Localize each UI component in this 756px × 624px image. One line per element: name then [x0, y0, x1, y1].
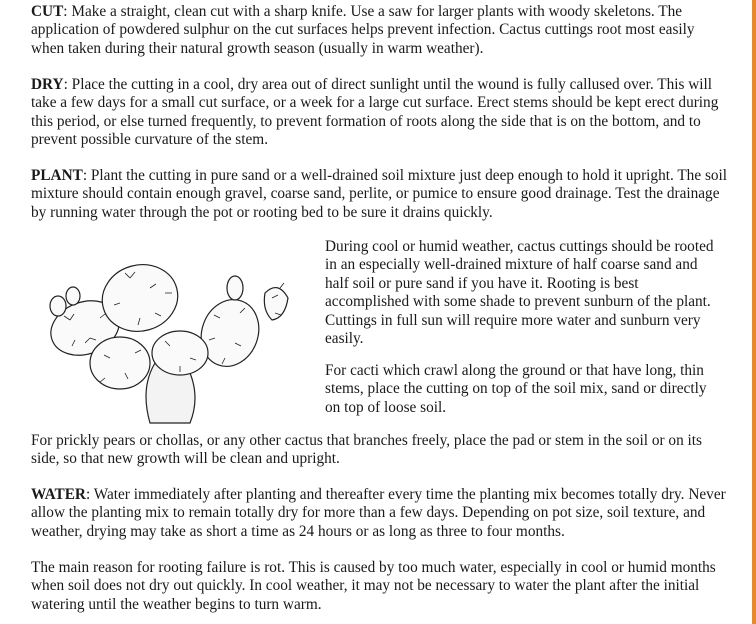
plant-heading: PLANT	[31, 167, 83, 184]
water-paragraph	[31, 486, 731, 541]
crawling-cacti-paragraph: For cacti which crawl along the ground or that have long, thin stems, place the cutting on top of the soil mix, sand or directly on top of loose soil.	[325, 362, 707, 416]
plant-paragraph	[31, 167, 731, 222]
cut-paragraph	[31, 3, 731, 58]
cut-heading: CUT	[31, 3, 64, 20]
dry-paragraph	[31, 76, 731, 150]
cut-text: : Make a straight, clean cut with a sharp knife. Use a saw for larger plants with woody skeletons. The application of powdered sulphur on the cut surfaces helps prevent infection. Cactus cuttings root most easily when taken during their natural growth season (usually in warm weather).	[31, 3, 695, 57]
dry-heading: DRY	[31, 76, 64, 93]
cactus-pad-lower	[90, 337, 150, 389]
cactus-bud-2	[66, 287, 80, 305]
dry-text: : Place the cutting in a cool, dry area out of direct sunlight until the wound is fully callused over. This will take a few days for a small cut surface, or a week for a large cut surface. Erect stems should be kept erect during this period, or else turned frequently, to prevent formation of roots along the side that is on the bottom, and to prevent possible curvature of the stem.	[31, 76, 719, 149]
cactus-cutting	[264, 288, 288, 320]
rot-paragraph: The main reason for rooting failure is rot. This is caused by too much water, especially in cool or humid months when soil does not dry out quickly. In cool weather, it may not be necessary to water the plant after the initial watering until the weather begins to turn warm.	[31, 559, 716, 613]
water-heading: WATER	[31, 486, 86, 503]
cactus-bud-1	[50, 296, 66, 316]
cactus-bud-3	[227, 276, 243, 300]
water-text: : Water immediately after planting and thereafter every time the planting mix becomes totally dry. Never allow the planting mix to remain totally dry for more than a few days. Depending on pot size, soil texture, and weather, drying may take as short a time as 24 hours or as long as three to four months.	[31, 486, 726, 540]
plant-text: : Plant the cutting in pure sand or a well-drained soil mixture just deep enough to hold it upright. The soil mixture should contain enough gravel, coarse sand, perlite, or pumice to ensure good drainage. Test the drainage by running water through the pot or rooting bed to be sure it drains quickly.	[31, 167, 728, 221]
rooting-weather-paragraph: During cool or humid weather, cactus cuttings should be rooted in an especially well-drained mixture of half coarse sand and half soil or pure sand if you have it. Rooting is best accomplished with some shade to prevent sunburn of the plant. Cuttings in full sun will require more water and sunburn very easily.	[325, 238, 714, 348]
prickly-pear-cactus-illustration	[40, 258, 310, 428]
prickly-pear-paragraph: For prickly pears or chollas, or any other cactus that branches freely, place the pad or stem in the soil or on its side, so that new growth will be clean and upright.	[31, 432, 703, 468]
